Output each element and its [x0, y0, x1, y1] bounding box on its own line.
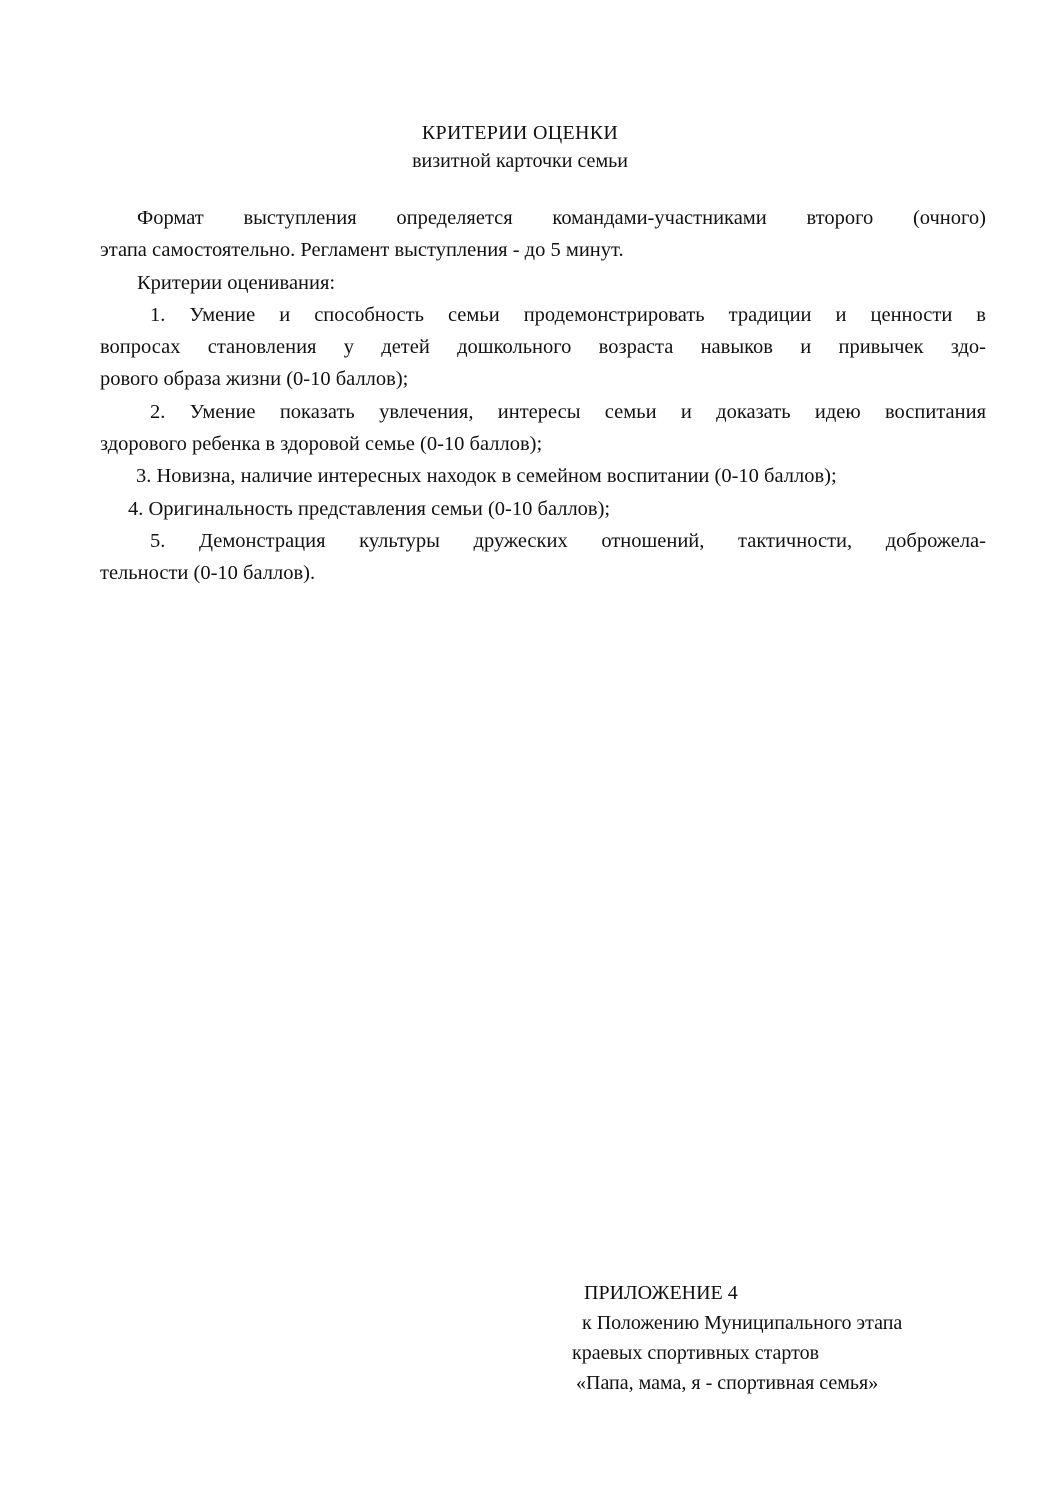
- criterion-2-line: здорового ребенка в здоровой семье (0-10 баллов);: [100, 433, 543, 456]
- document-title: КРИТЕРИИ ОЦЕНКИ: [421, 122, 619, 144]
- criterion-1-line: вопросах становления у детей дошкольного возраста навыков и привычек здо-: [100, 336, 986, 359]
- document-body: [100, 202, 986, 590]
- appendix-title: ПРИЛОЖЕНИЕ 4: [584, 1282, 738, 1304]
- criterion-1-line: 1. Умение и способность семьи продемонстрировать традиции и ценности в: [150, 303, 986, 326]
- body-line: этапа самостоятельно. Регламент выступления - до 5 минут.: [100, 239, 624, 262]
- criterion-3-line: 3. Новизна, наличие интересных находок в семейном воспитании (0-10 баллов);: [136, 465, 837, 488]
- appendix-line: к Положению Муниципального этапа: [582, 1312, 903, 1334]
- appendix-line: «Папа, мама, я - спортивная семья»: [576, 1372, 879, 1394]
- criterion-5-line: тельности (0-10 баллов).: [100, 562, 316, 585]
- criterion-4-line: 4. Оригинальность представления семьи (0-10 баллов);: [128, 497, 611, 520]
- body-line: Формат выступления определяется командами-участниками второго (очного): [137, 207, 986, 229]
- criterion-2-line: 2. Умение показать увлечения, интересы семьи и доказать идею воспитания: [150, 400, 986, 423]
- criteria-heading: Критерии оценивания:: [137, 271, 336, 294]
- criterion-5-line: 5. Демонстрация культуры дружеских отношений, тактичности, доброжела-: [150, 529, 986, 552]
- appendix-block: [570, 1278, 902, 1398]
- criterion-1-line: рового образа жизни (0-10 баллов);: [100, 368, 409, 391]
- document-subtitle: визитной карточки семьи: [412, 150, 628, 172]
- appendix-line: краевых спортивных стартов: [572, 1342, 820, 1364]
